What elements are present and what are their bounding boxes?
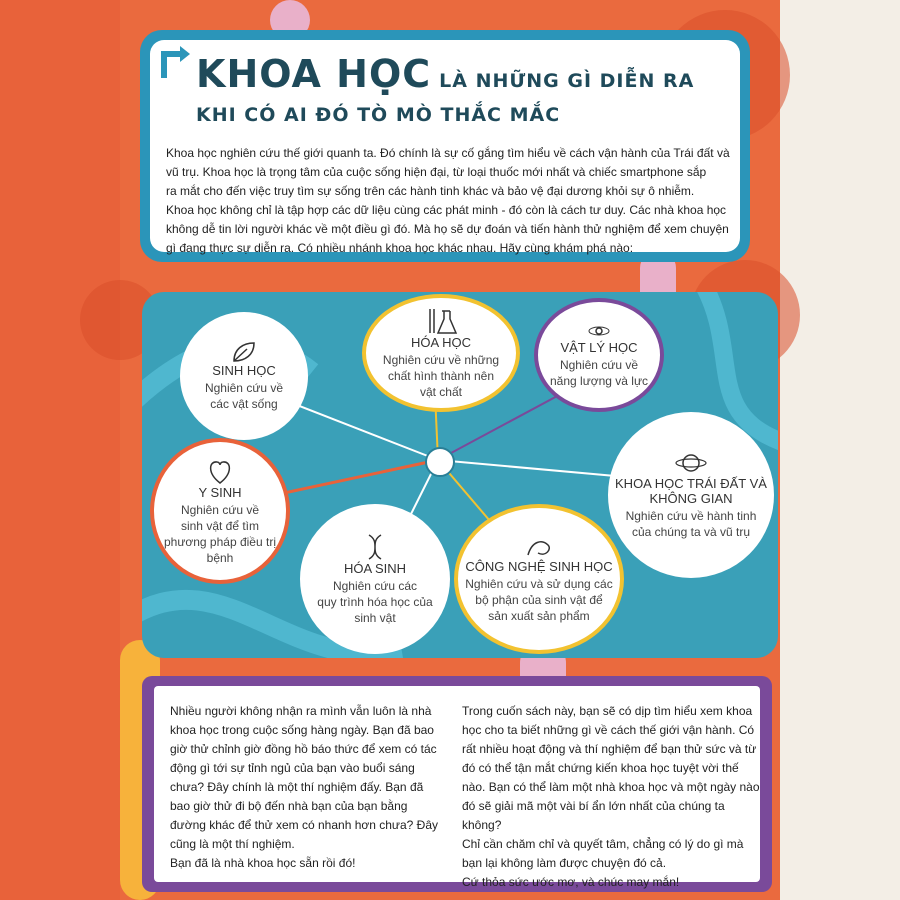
leaf-icon [231, 341, 257, 363]
heart-icon [205, 457, 235, 485]
outro-panel [154, 686, 760, 889]
outro-line: nào. Bạn có thể làm một nhà khoa học và một ngày nào [462, 780, 760, 794]
branch-desc: Nghiên cứu về các vật sống [204, 380, 284, 411]
outro-line: Bạn đã là nhà khoa học sẵn rồi đó! [170, 856, 356, 870]
intro-paragraph [166, 144, 736, 258]
intro-line: Khoa học nghiên cứu thế giới quanh ta. Đó chính là sự cố gắng tìm hiểu về cách vận hành của Trái đất và [166, 146, 730, 160]
outro-line: bao giờ thử đi bộ đến nhà bạn của bạn bằng [170, 799, 408, 813]
intro-line: không dễ tin lời người khác về một điều gì đó. Mà họ sẽ dự đoán và tiến hành thử nghiệm để xem chuyện [166, 222, 729, 236]
outro-line: cũng là một thí nghiệm. [170, 837, 295, 851]
outro-line: Cứ thỏa sức ước mơ, và chúc may mắn! [462, 875, 680, 889]
outro-card [142, 676, 772, 892]
outro-left-column [170, 702, 444, 873]
branch-title: CÔNG NGHỆ SINH HỌC [465, 558, 613, 574]
page-title [196, 52, 694, 96]
branch-y-sinh [150, 438, 290, 584]
branch-title: KHOA HỌC TRÁI ĐẤT VÀ [615, 476, 767, 491]
branch-vat-ly-hoc [534, 298, 664, 412]
branch-title: Y SINH [198, 484, 242, 500]
outro-line: động gì tới sự tỉnh ngủ của bạn vào buổi sáng [170, 761, 415, 775]
outro-line: đó sẽ giải mã một vài bí ẩn lớn nhất của chúng ta không? [462, 799, 725, 832]
physics-icon [587, 322, 611, 340]
planet-icon [675, 450, 707, 476]
branch-hoa-hoc [362, 294, 520, 412]
branch-desc: Nghiên cứu các quy trình hóa học của sinh vật [317, 578, 433, 625]
branch-desc: Nghiên cứu về sinh vật để tìm phương pháp điều trị bệnh [164, 502, 276, 565]
branch-desc: Nghiên cứu về hành tinh của chúng ta và vũ trụ [625, 509, 757, 539]
center-hub [425, 447, 455, 477]
branches-diagram [142, 292, 778, 658]
flask-icon [424, 307, 458, 335]
outro-line: giờ thử chỉnh giờ đồng hồ báo thức để xem có tác [170, 742, 437, 756]
outro-line: Chỉ cần chăm chỉ và quyết tâm, chẳng có lý do gì mà [462, 837, 744, 851]
intro-line: Khoa học không chỉ là tập hợp các dữ liệu cùng các phát minh - đó còn là cách tư duy. Các nhà khoa học [166, 203, 727, 217]
branch-desc: Nghiên cứu về những chất hình thành nên vật chất [382, 352, 500, 399]
branch-khoa-hoc-trai-dat [608, 412, 774, 578]
branch-title-2: KHÔNG GIAN [649, 491, 733, 506]
outro-line: khoa học trong cuộc sống hàng ngày. Bạn đã bao [170, 723, 434, 737]
outro-line: bạn lại không làm được chuyện đó cả. [462, 856, 667, 870]
branch-hoa-sinh [300, 504, 450, 654]
arrow-icon [154, 42, 194, 82]
branch-desc: Nghiên cứu về năng lượng và lực [550, 357, 648, 388]
intro-panel [150, 40, 740, 255]
intro-line: ra mắt cho đến việc truy tìm sự sống trên các hành tinh khác và bảo vệ đại dương khỏi sự ô nhiễm. [166, 184, 695, 198]
outro-line: đường khác để thử xem có nhanh hơn chưa? Đây [170, 818, 438, 832]
outro-line: học cho ta biết những gì về cách thế giới vận hành. Có [462, 723, 755, 737]
outro-line: Nhiều người không nhận ra mình vẫn luôn là nhà [170, 704, 432, 718]
title-line2: KHI CÓ AI ĐÓ TÒ MÒ THẮC MẮC [196, 104, 561, 126]
intro-line: gì đang thực sự diễn ra. Có nhiều nhánh khoa học khác nhau. Hãy cùng khám phá nào: [166, 241, 634, 255]
intro-card [140, 30, 750, 262]
creature-icon [524, 535, 554, 559]
outro-line: rất nhiều hoạt động và thí nghiệm để bạn thử sức và từ [462, 742, 757, 756]
title-small: LÀ NHỮNG GÌ DIỄN RA [439, 70, 695, 92]
branch-title: VẬT LÝ HỌC [560, 339, 638, 355]
dna-icon [365, 533, 385, 561]
outro-line: Trong cuốn sách này, bạn sẽ có dịp tìm hiểu xem khoa [462, 704, 753, 718]
intro-line: vũ trụ. Khoa học là trọng tâm của cuộc sống hiện đại, từ loại thuốc mới nhất và chiếc smartphone sắp [166, 165, 707, 179]
branch-sinh-hoc [180, 312, 308, 440]
title-big: KHOA HỌC [196, 52, 432, 96]
outro-right-column [462, 702, 760, 892]
outro-line: chưa? Đây chính là một thí nghiệm đấy. Bạn đã [170, 780, 424, 794]
outro-line: đó có thể tận mắt chứng kiến khoa học tuyệt vời thế [462, 761, 739, 775]
branch-desc: Nghiên cứu và sử dụng các bộ phận của sinh vật để sản xuất sản phẩm [465, 576, 613, 623]
branch-title: HÓA SINH [343, 560, 407, 576]
page-margin [780, 0, 900, 900]
branch-title: HÓA HỌC [411, 334, 471, 350]
branch-title: SINH HỌC [212, 362, 276, 378]
branch-cong-nghe-sinh-hoc [454, 504, 624, 654]
